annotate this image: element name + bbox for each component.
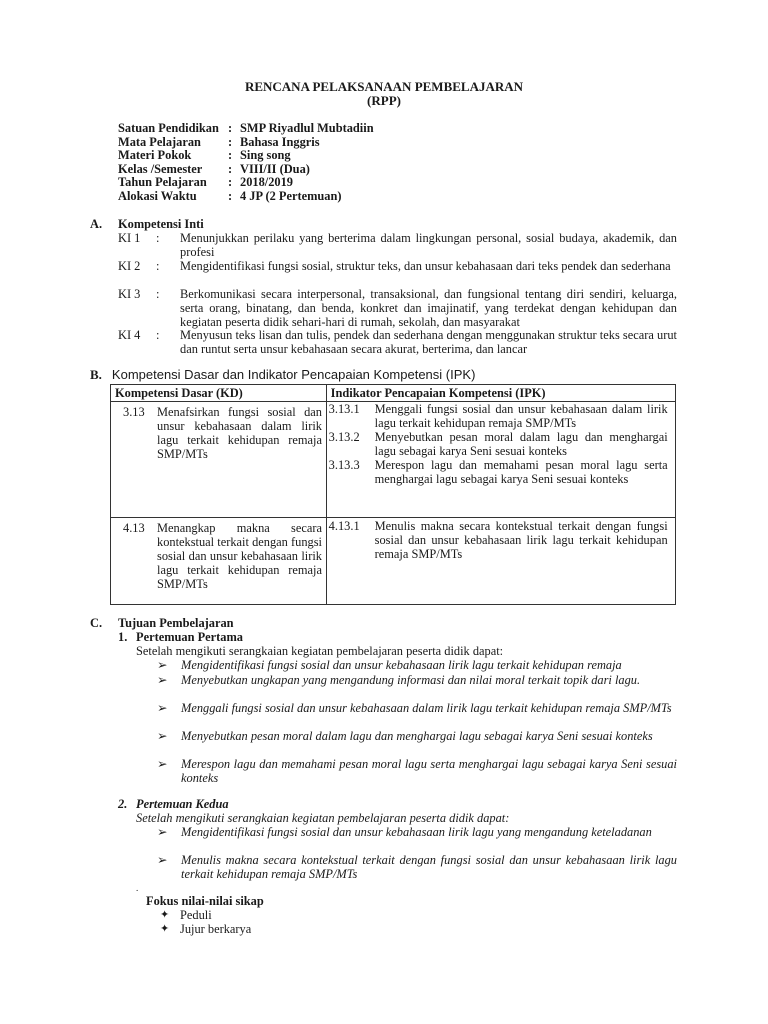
table-row xyxy=(111,518,676,605)
identity-value: 2018/2019 xyxy=(240,175,294,190)
ki-colon: : xyxy=(156,231,160,245)
ki-text: Menunjukkan perilaku yang berterima dalam lingkungan personal, sosial budaya, akademik, dan profesi xyxy=(180,231,677,259)
ki-text: Berkomunikasi secara interpersonal, transaksional, dan fungsional tentang diri sendiri, keluarga, serta orang, binatang, dan benda, konkret dan imajinatif, yang terdekat dengan kehidupan dan kegiatan peserta didik sehari-hari di rumah, sekolah, dan masyarakat xyxy=(180,287,677,329)
meeting1-intro: Setelah mengikuti serangkaian kegiatan pembelajaran peserta didik dapat: xyxy=(136,644,504,658)
meeting1-number: 1. xyxy=(118,630,128,644)
bullet-text: Menulis makna secara kontekstual terkait dengan fungsi sosial dan unsur kebahasaan lirik lagu terkait kehidupan remaja SMP/MTs xyxy=(181,853,677,881)
identity-row xyxy=(118,121,518,135)
section-b-title: Kompetensi Dasar dan Indikator Pencapaian Kompetensi (IPK) xyxy=(111,367,476,382)
kd-ipk-table xyxy=(110,384,676,605)
bullet-text: Menyebutkan pesan moral dalam lagu dan menghargai lagu sebagai karya Seni sesuai konteks xyxy=(181,729,653,743)
ki-code: KI 4 xyxy=(118,328,141,342)
bullet-arrow-icon: ➢ xyxy=(157,673,168,687)
kd-cell xyxy=(111,518,327,605)
meeting2-title: Pertemuan Kedua xyxy=(136,797,229,811)
ki-text: Mengidentifikasi fungsi sosial, struktur teks, dan unsur kebahasaan dari teks pendek dan sederhana xyxy=(180,259,671,273)
ipk-number: 4.13.1 xyxy=(328,519,360,533)
stray-dot: . xyxy=(136,883,139,893)
star-bullet-icon: ✦ xyxy=(160,909,170,921)
bullet-arrow-icon: ➢ xyxy=(157,757,168,771)
bullet-text: Mengidentifikasi fungsi sosial dan unsur kebahasaan lirik lagu terkait kehidupan remaja xyxy=(181,658,622,672)
ipk-number: 3.13.3 xyxy=(328,458,360,472)
identity-label: Tahun Pelajaran xyxy=(118,175,207,190)
kd-text: Menafsirkan fungsi sosial dan unsur kebahasaan dalam lirik lagu terkait kehidupan remaja SMP/MTs xyxy=(157,405,322,461)
ki-colon: : xyxy=(156,287,160,301)
fokus-text: Jujur berkarya xyxy=(180,922,252,936)
kd-number: 4.13 xyxy=(123,521,145,535)
kd-text: Menangkap makna secara kontekstual terkait dengan fungsi sosial dan unsur kebahasaan lirik lagu terkait kehidupan remaja SMP/MTs xyxy=(157,521,322,591)
ipk-column-header: Indikator Pencapaian Kompetensi (IPK) xyxy=(326,385,675,402)
identity-value: SMP Riyadlul Mubtadiin xyxy=(240,121,374,135)
bullet-arrow-icon: ➢ xyxy=(157,825,168,839)
identity-value: VIII/II (Dua) xyxy=(240,161,310,176)
ipk-number: 3.13.1 xyxy=(328,402,360,416)
ipk-number: 3.13.2 xyxy=(328,430,360,444)
ipk-cell xyxy=(326,518,675,605)
ipk-text: Merespon lagu dan memahami pesan moral lagu serta menghargai lagu sebagai karya Seni sesuai konteks xyxy=(374,458,668,486)
identity-colon: : xyxy=(228,161,233,176)
identity-row xyxy=(118,135,518,149)
identity-row xyxy=(118,189,518,203)
identity-block xyxy=(118,121,518,203)
bullet-text: Merespon lagu dan memahami pesan moral lagu serta menghargai lagu sebagai karya Seni sesuai konteks xyxy=(181,757,677,785)
identity-colon: : xyxy=(228,134,233,149)
ipk-text: Menggali fungsi sosial dan unsur kebahasaan dalam lirik lagu terkait kehidupan remaja SMP/MTs xyxy=(374,402,668,430)
meeting1-title: Pertemuan Pertama xyxy=(136,630,243,644)
identity-value: Bahasa Inggris xyxy=(240,134,320,149)
fokus-title: Fokus nilai-nilai sikap xyxy=(146,894,264,908)
identity-label: Materi Pokok xyxy=(118,148,192,163)
identity-value: 4 JP (2 Pertemuan) xyxy=(240,188,342,203)
section-a-letter: A. xyxy=(90,217,103,231)
bullet-text: Menggali fungsi sosial dan unsur kebahasaan dalam lirik lagu terkait kehidupan remaja SMP/MTs xyxy=(181,701,672,715)
kd-cell xyxy=(111,402,327,518)
ki-colon: : xyxy=(156,328,160,342)
identity-row xyxy=(118,162,518,176)
identity-value: Sing song xyxy=(240,148,291,163)
bullet-text: Mengidentifikasi fungsi sosial dan unsur kebahasaan lirik lagu yang mengandung keteladanan xyxy=(181,825,652,839)
bullet-arrow-icon: ➢ xyxy=(157,701,168,715)
ipk-cell xyxy=(326,402,675,518)
section-a-title: Kompetensi Inti xyxy=(118,217,204,231)
meeting2-number: 2. xyxy=(118,797,128,811)
kd-number: 3.13 xyxy=(123,405,145,419)
meeting2-intro: Setelah mengikuti serangkaian kegiatan pembelajaran peserta didik dapat: xyxy=(136,811,510,825)
section-b-heading xyxy=(90,368,475,382)
ipk-text: Menyebutkan pesan moral dalam lagu dan menghargai lagu sebagai karya Seni sesuai konteks xyxy=(374,430,668,458)
ipk-text: Menulis makna secara kontekstual terkait dengan fungsi sosial dan unsur kebahasaan lirik lagu terkait kehidupan remaja SMP/MTs xyxy=(374,519,668,561)
identity-label: Satuan Pendidikan xyxy=(118,121,219,135)
bullet-arrow-icon: ➢ xyxy=(157,853,168,867)
fokus-text: Peduli xyxy=(180,908,212,922)
identity-colon: : xyxy=(228,148,233,163)
star-bullet-icon: ✦ xyxy=(160,923,170,935)
section-c-title: Tujuan Pembelajaran xyxy=(118,616,234,630)
identity-label: Alokasi Waktu xyxy=(118,188,197,203)
ki-colon: : xyxy=(156,259,160,273)
identity-colon: : xyxy=(228,121,233,135)
ki-code: KI 3 xyxy=(118,287,141,301)
bullet-arrow-icon: ➢ xyxy=(157,729,168,743)
table-row xyxy=(111,402,676,518)
document-title: RENCANA PELAKSANAAN PEMBELAJARAN xyxy=(244,79,524,94)
identity-label: Kelas /Semester xyxy=(118,161,203,176)
document-subtitle: (RPP) xyxy=(367,93,401,108)
ki-code: KI 2 xyxy=(118,259,141,273)
ki-text: Menyusun teks lisan dan tulis, pendek dan sederhana dengan menggunakan struktur teks secara urut dan runtut serta unsur kebahasaan secara akurat, berterima, dan lancar xyxy=(180,328,677,356)
identity-row xyxy=(118,148,518,162)
identity-label: Mata Pelajaran xyxy=(118,134,201,149)
kd-column-header: Kompetensi Dasar (KD) xyxy=(111,385,327,402)
bullet-text: Menyebutkan ungkapan yang mengandung informasi dan nilai moral terkait topik dari lagu. xyxy=(181,673,641,687)
section-c-letter: C. xyxy=(90,616,103,630)
section-b-letter: B. xyxy=(90,367,102,382)
bullet-arrow-icon: ➢ xyxy=(157,658,168,672)
ki-code: KI 1 xyxy=(118,231,141,245)
identity-row xyxy=(118,175,518,189)
identity-colon: : xyxy=(228,175,233,190)
identity-colon: : xyxy=(228,188,233,203)
